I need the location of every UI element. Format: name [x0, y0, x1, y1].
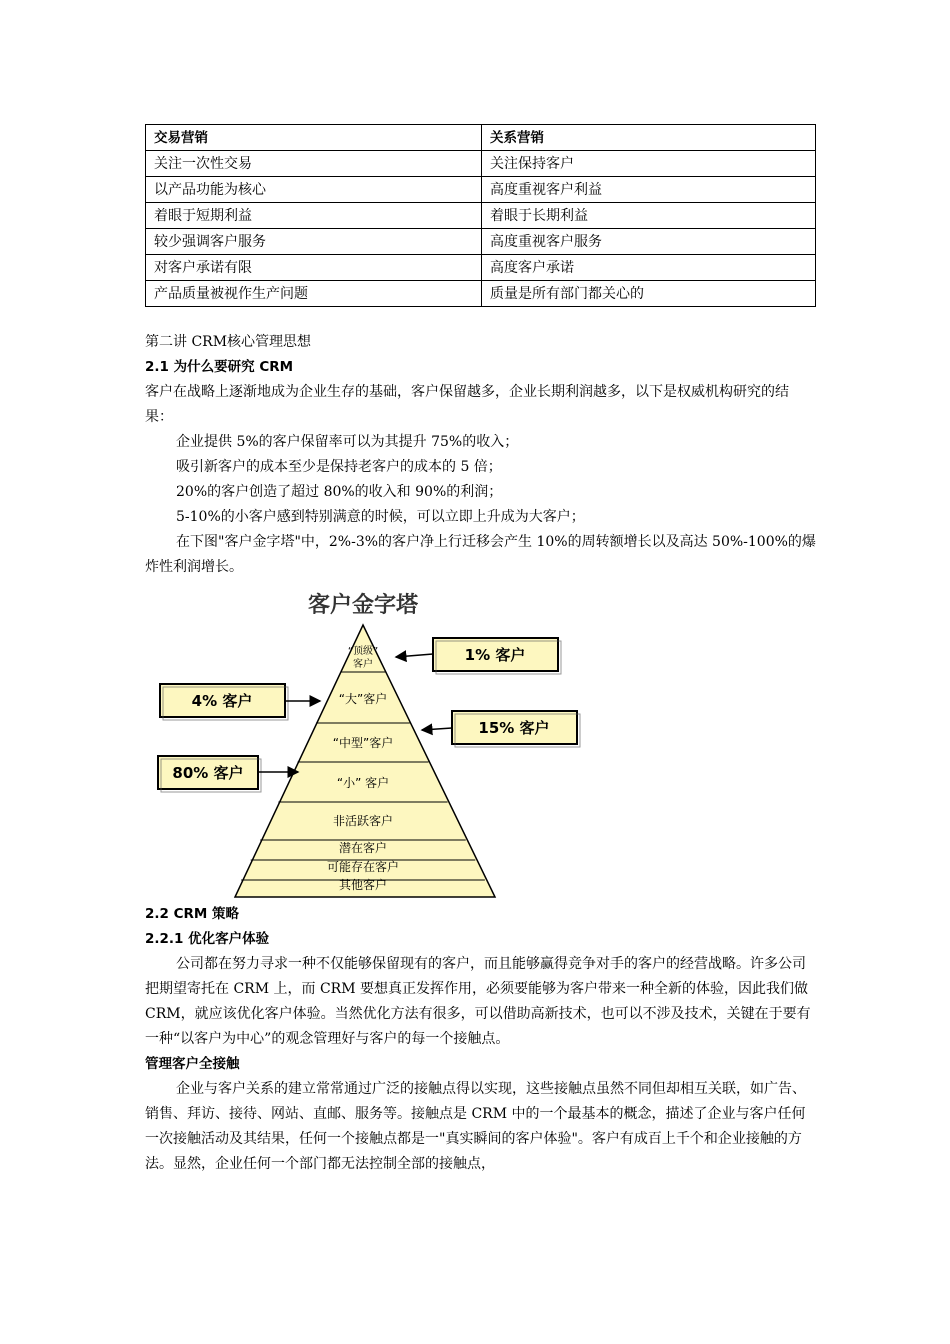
heading-2-2-1: 2.2.1 优化客户体验: [145, 931, 270, 947]
table-header-cell: 交易营销: [146, 125, 482, 151]
customer-pyramid-figure: [150, 590, 590, 900]
callout-medium-arrow: [422, 728, 452, 730]
table-cell: 质量是所有部门都关心的: [482, 281, 816, 307]
comparison-table: [145, 124, 816, 307]
table-cell: 较少强调客户服务: [146, 229, 482, 255]
callout-top-label: 1% 客户: [464, 646, 526, 664]
research-point: 企业提供 5%的客户保留率可以为其提升 75%的收入；: [176, 434, 519, 450]
pyramid-level-label: 可能存在客户: [326, 860, 400, 874]
table-cell: 高度客户承诺: [482, 255, 816, 281]
table-cell: 产品质量被视作生产问题: [146, 281, 482, 307]
table-row: [146, 177, 816, 203]
section-2-text: [145, 330, 816, 580]
pyramid-level-label: “大”客户: [338, 692, 388, 706]
research-point: 5-10%的小客户感到特别满意的时候，可以立即上升成为大客户；: [176, 509, 585, 525]
lecture-title: 第二讲 CRM核心管理思想: [145, 334, 312, 350]
table-header-row: [146, 125, 816, 151]
heading-touchpoints: 管理客户全接触: [145, 1056, 240, 1072]
comparison-table-wrapper: [145, 124, 816, 307]
table-cell: 对客户承诺有限: [146, 255, 482, 281]
section-2-2-text: [145, 902, 816, 1177]
table-cell: 关注保持客户: [482, 151, 816, 177]
table-row: [146, 281, 816, 307]
callout-medium-label: 15% 客户: [478, 719, 550, 737]
table-header-cell: 关系营销: [482, 125, 816, 151]
table-row: [146, 151, 816, 177]
table-cell: 以产品功能为核心: [146, 177, 482, 203]
pyramid-level-label: “中型”客户: [332, 736, 394, 750]
table-row: [146, 255, 816, 281]
pyramid-level-label: “顶级”客户: [347, 646, 379, 670]
callout-top-arrow: [396, 654, 433, 657]
table-row: [146, 203, 816, 229]
paragraph-customer-experience: 公司都在努力寻求一种不仅能够保留现有的客户，而且能够赢得竞争对手的客户的经营战略。许多公司把期望寄托在 CRM 上，而 CRM 要想真正发挥作用，必须要能够为客户带来一种全新的体验，因此我们做 CRM，就应该优化客户体验。当然优化方法有很多，可以借助高新技术，也可以不涉及技术，关键在于要有一种“以客户为中心”的观念管理好与客户的每一个接触点。: [145, 956, 811, 1047]
pyramid-level-label: 潜在客户: [338, 841, 388, 855]
paragraph-touchpoints: 企业与客户关系的建立常常通过广泛的接触点得以实现，这些接触点虽然不同但却相互关联，如广告、销售、拜访、接待、网站、直邮、服务等。接触点是 CRM 中的一个最基本的概念，描述了企业与客户任何一次接触活动及其结果，任何一个接触点都是一"真实瞬间的客户体验"。客户有成百上千个和企业接触的方法。显然，企业任何一个部门都无法控制全部的接触点，: [145, 1081, 806, 1172]
pyramid-level-label: “小” 客户: [336, 776, 390, 790]
pyramid-level-label: 其他客户: [338, 878, 388, 892]
pyramid-intro: 在下图"客户金字塔"中，2%-3%的客户净上行迁移会产生 10%的周转额增长以及高达 50%-100%的爆炸性利润增长。: [145, 534, 816, 575]
pyramid-title: 客户金字塔: [307, 593, 419, 618]
table-cell: 着眼于长期利益: [482, 203, 816, 229]
intro-paragraph: 客户在战略上逐渐地成为企业生存的基础，客户保留越多，企业长期利润越多，以下是权威机构研究的结果：: [145, 384, 789, 425]
research-point: 20%的客户创造了超过 80%的收入和 90%的利润；: [176, 484, 503, 500]
research-point: 吸引新客户的成本至少是保持老客户的成本的 5 倍；: [176, 459, 502, 475]
callout-large-label: 4% 客户: [191, 692, 253, 710]
table-cell: 关注一次性交易: [146, 151, 482, 177]
table-row: [146, 229, 816, 255]
table-cell: 高度重视客户服务: [482, 229, 816, 255]
table-cell: 高度重视客户利益: [482, 177, 816, 203]
heading-2-2: 2.2 CRM 策略: [145, 906, 240, 922]
pyramid-level-label: 非活跃客户: [332, 814, 394, 828]
callout-small-label: 80% 客户: [172, 764, 244, 782]
table-cell: 着眼于短期利益: [146, 203, 482, 229]
heading-2-1: 2.1 为什么要研究 CRM: [145, 359, 294, 375]
customer-pyramid-svg: [150, 590, 590, 900]
